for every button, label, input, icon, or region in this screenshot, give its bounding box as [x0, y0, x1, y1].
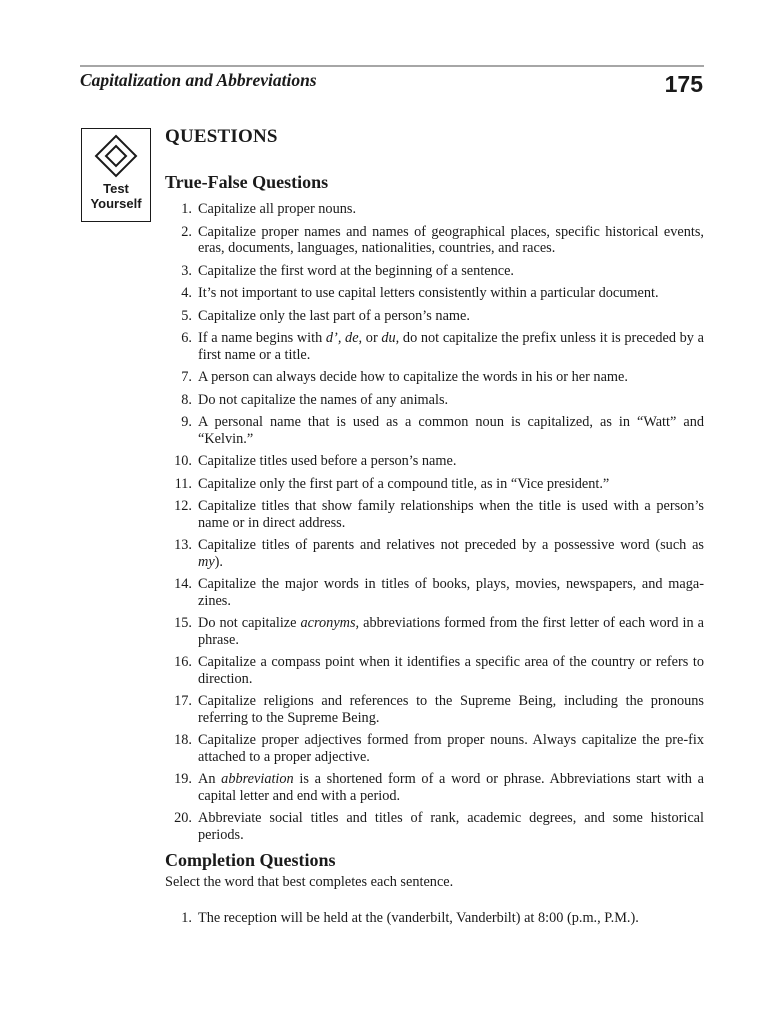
item-text: If a name begins with d’, de, or du, do not capitalize the prefix unless it is preceded by a first name or a title. — [198, 330, 704, 363]
list-item — [164, 414, 704, 447]
list-item — [164, 576, 704, 609]
list-item — [164, 330, 704, 363]
item-text: Capitalize the first word at the beginning of a sentence. — [198, 262, 515, 279]
list-item — [164, 771, 704, 804]
list-item — [164, 392, 704, 409]
item-number: 1. — [181, 201, 192, 217]
item-text: Do not capitalize the names of any animals. — [198, 391, 449, 408]
item-text: Capitalize only the last part of a person’s name. — [198, 307, 470, 324]
list-item — [164, 732, 704, 765]
completion-instructions: Select the word that best completes each sentence. — [165, 874, 454, 890]
item-number: 3. — [181, 262, 192, 279]
list-item — [164, 263, 704, 280]
list-item — [164, 654, 704, 687]
list-item — [164, 810, 704, 843]
running-head: Capitalization and Abbreviations — [80, 70, 317, 90]
item-number: 19. — [174, 771, 192, 787]
page-number: 175 — [664, 71, 703, 97]
completion-list — [164, 910, 704, 927]
list-item — [164, 224, 704, 257]
item-text: Capitalize titles that show family relationships when the title is used with a person’s name or in direct address. — [198, 498, 704, 531]
item-number: 1. — [181, 910, 192, 926]
badge-caption-line2: Yourself — [90, 196, 142, 211]
item-text: Capitalize the major words in titles of books, plays, movies, newspapers, and maga-zines. — [198, 576, 704, 609]
test-yourself-badge — [81, 128, 151, 222]
item-text: Capitalize titles of parents and relatives not preceded by a possessive word (such as my). — [198, 537, 704, 570]
item-text: A personal name that is used as a common noun is capitalized, as in “Watt” and “Kelvin.” — [198, 414, 704, 447]
item-number: 9. — [181, 414, 192, 430]
list-item — [164, 498, 704, 531]
completion-heading: Completion Questions — [165, 850, 336, 870]
list-item — [164, 369, 704, 386]
item-number: 10. — [174, 453, 192, 469]
list-item — [164, 910, 704, 927]
item-number: 12. — [174, 498, 192, 514]
list-item — [164, 693, 704, 726]
item-number: 18. — [174, 732, 192, 748]
item-text: Capitalize proper names and names of geographical places, specific historical events, eras, documents, languages, nationalities, countries, and races. — [198, 223, 704, 256]
item-number: 4. — [181, 285, 192, 301]
item-text: The reception will be held at the (vanderbilt, Vanderbilt) at 8:00 (p.m., P.M.). — [198, 910, 639, 926]
list-item — [164, 537, 704, 570]
item-number: 15. — [174, 615, 192, 631]
list-item — [164, 308, 704, 325]
item-number: 20. — [174, 810, 192, 826]
item-text: A person can always decide how to capitalize the words in his or her name. — [198, 369, 628, 385]
list-item — [164, 476, 704, 493]
list-item — [164, 615, 704, 648]
item-number: 7. — [181, 369, 192, 385]
item-text: Capitalize religions and references to the Supreme Being, including the pronouns referring to the Supreme Being. — [198, 693, 704, 726]
list-item — [164, 201, 704, 218]
item-number: 2. — [181, 223, 192, 240]
item-text: Capitalize all proper nouns. — [198, 201, 357, 217]
item-text: An abbreviation is a shortened form of a word or phrase. Abbreviations start with a capital letter and end with a period. — [198, 771, 704, 804]
item-number: 17. — [174, 693, 192, 709]
true-false-list — [164, 201, 704, 843]
diamond-icon — [94, 134, 138, 178]
badge-caption-line1: Test — [103, 181, 129, 196]
item-number: 13. — [174, 537, 192, 553]
list-item — [164, 453, 704, 470]
page-title: QUESTIONS — [165, 126, 278, 147]
list-item — [164, 285, 704, 302]
item-number: 11. — [174, 475, 192, 492]
item-text: Capitalize titles used before a person’s name. — [198, 453, 457, 469]
item-text: It’s not important to use capital letters consistently within a particular document. — [198, 285, 659, 301]
badge-caption — [82, 181, 150, 211]
header-rule — [80, 65, 704, 67]
item-number: 5. — [181, 307, 192, 324]
item-number: 8. — [181, 391, 192, 408]
item-number: 14. — [174, 576, 192, 592]
item-text: Do not capitalize acronyms, abbreviations formed from the first letter of each word in a phrase. — [198, 615, 704, 648]
item-text: Capitalize only the first part of a compound title, as in “Vice president.” — [198, 475, 610, 492]
item-text: Capitalize a compass point when it identifies a specific area of the country or refers to direction. — [198, 654, 704, 687]
item-text: Abbreviate social titles and titles of rank, academic degrees, and some historical periods. — [198, 810, 704, 843]
item-number: 16. — [174, 654, 192, 670]
true-false-heading: True-False Questions — [165, 172, 329, 192]
item-text: Capitalize proper adjectives formed from proper nouns. Always capitalize the pre-fix attached to a proper adjective. — [198, 732, 704, 765]
item-number: 6. — [181, 330, 192, 346]
